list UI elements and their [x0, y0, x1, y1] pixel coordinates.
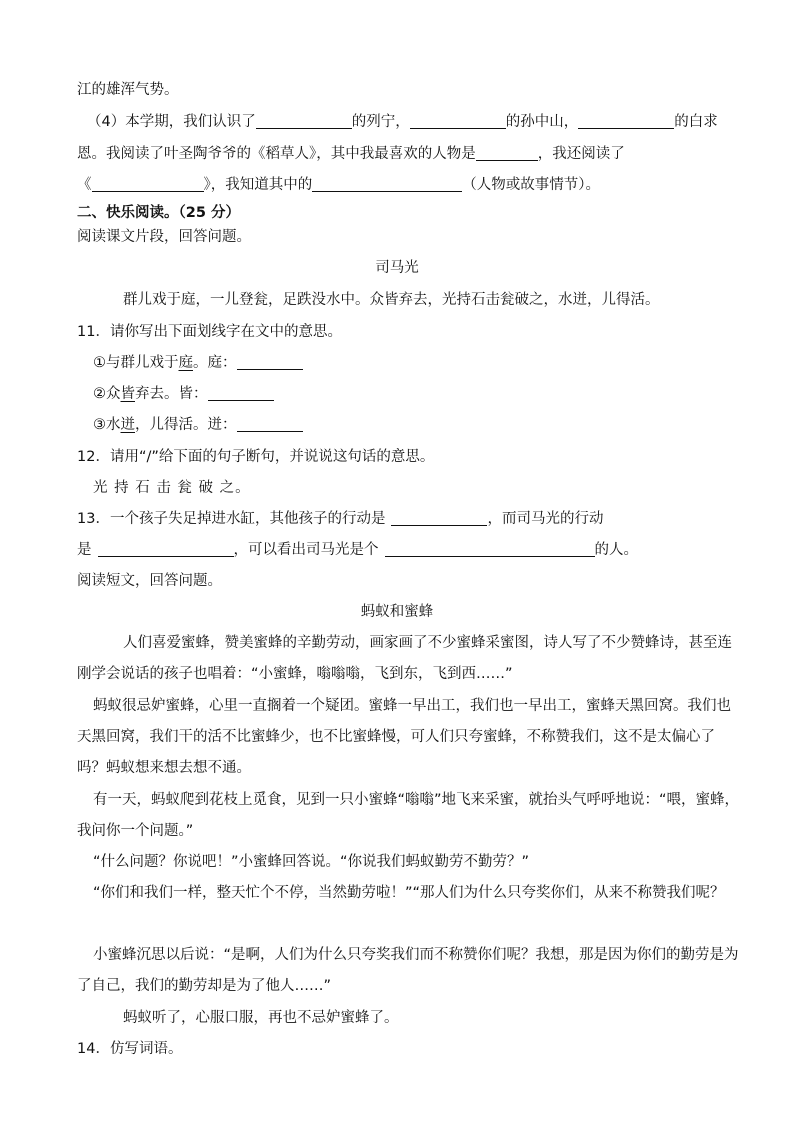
passage-text: 蚂蚁很忌妒蜜蜂，心里一直搁着一个疑团。蜜蜂一早出工，我们也一早出工，蜜蜂天黑回窝。我们也	[93, 698, 731, 714]
answer-blank[interactable]	[256, 112, 352, 129]
question-11-item: ②众皆弃去。皆：	[93, 384, 274, 404]
passage-text: 小蜜蜂沉思以后说：“是啊，人们为什么只夸奖我们而不称赞你们呢？我想，那是因为你们的勤劳是为	[93, 947, 739, 963]
passage-text: 我问你一个问题。”	[77, 823, 194, 839]
answer-blank[interactable]	[391, 509, 487, 526]
answer-blank[interactable]	[92, 175, 204, 192]
passage-title: 蚂蚁和蜜蜂	[360, 604, 434, 620]
passage-text: “你们和我们一样，整天忙个不停，当然勤劳啦！”“那人们为什么只夸奖你们，从来不称赞我们呢？	[93, 885, 725, 901]
answer-blank[interactable]	[237, 353, 303, 370]
passage-text: 了自己，我们的勤劳却是为了他人……”	[77, 978, 332, 994]
question-11-item: ③水迸，儿得活。迸：	[93, 415, 303, 435]
answer-blank[interactable]	[312, 175, 462, 192]
instruction: 阅读课文片段，回答问题。	[77, 229, 251, 245]
question-11-item: ①与群儿戏于庭。庭：	[93, 353, 303, 373]
passage-text: 群儿戏于庭，一儿登瓮，足跌没水中。众皆弃去，光持石击瓮破之，水迸，儿得活。	[123, 292, 660, 308]
passage-text: “什么问题？你说吧！”小蜜蜂回答说。“你说我们蚂蚁勤劳不勤劳？”	[93, 854, 530, 870]
answer-blank[interactable]	[410, 112, 506, 129]
passage-text: 蚂蚁听了，心服口服，再也不忌妒蜜蜂了。	[123, 1010, 399, 1026]
question-12-sentence: 光 持 石 击 瓮 破 之。	[93, 480, 251, 496]
text-line: 《 》，我知道其中的 （人物或故事情节）。	[77, 177, 600, 193]
text-line: 恩。我阅读了叶圣陶爷爷的《稻草人》，其中我最喜欢的人物是 ，我还阅读了	[77, 146, 625, 162]
text-line: 江的雄浑气势。	[77, 82, 179, 98]
passage-text: 吗？蚂蚁想来想去想不通。	[77, 760, 251, 776]
passage-text: 有一天，蚂蚁爬到花枝上觅食，见到一只小蜜蜂“嗡嗡”地飞来采蜜，就抬头气呼呼地说：“喂，蜜蜂，	[93, 792, 740, 808]
answer-blank[interactable]	[98, 540, 234, 557]
question-13-line: 13．一个孩子失足掉进水缸，其他孩子的行动是 ，而司马光的行动	[77, 511, 604, 527]
answer-blank[interactable]	[476, 144, 538, 161]
answer-blank[interactable]	[208, 384, 274, 401]
answer-blank[interactable]	[385, 540, 595, 557]
passage-text: 刚学会说话的孩子也唱着：“小蜜蜂，嗡嗡嗡，飞到东，飞到西……”	[77, 666, 513, 682]
instruction: 阅读短文，回答问题。	[77, 573, 222, 589]
question-12: 12．请用“/”给下面的句子断句，并说说这句话的意思。	[77, 449, 435, 465]
passage-text: 人们喜爱蜜蜂，赞美蜜蜂的辛勤劳动，画家画了不少蜜蜂采蜜图，诗人写了不少赞蜂诗，甚至连	[123, 635, 732, 651]
question-14: 14．仿写词语。	[77, 1041, 183, 1057]
answer-blank[interactable]	[578, 112, 674, 129]
question-13-line: 是 ，可以看出司马光是个 的人。	[77, 542, 638, 558]
passage-title: 司马光	[375, 260, 419, 276]
question-11: 11．请你写出下面划线字在文中的意思。	[77, 324, 342, 340]
passage-text: 天黑回窝，我们干的活不比蜜蜂少，也不比蜜蜂慢，可人们只夸蜜蜂，不称赞我们，这不是太偏心了	[77, 729, 715, 745]
section-heading: 二、快乐阅读。（25 分）	[77, 205, 240, 221]
answer-blank[interactable]	[237, 415, 303, 432]
question-4-line: （4）本学期，我们认识了 的列宁， 的孙中山， 的白求	[87, 114, 718, 130]
